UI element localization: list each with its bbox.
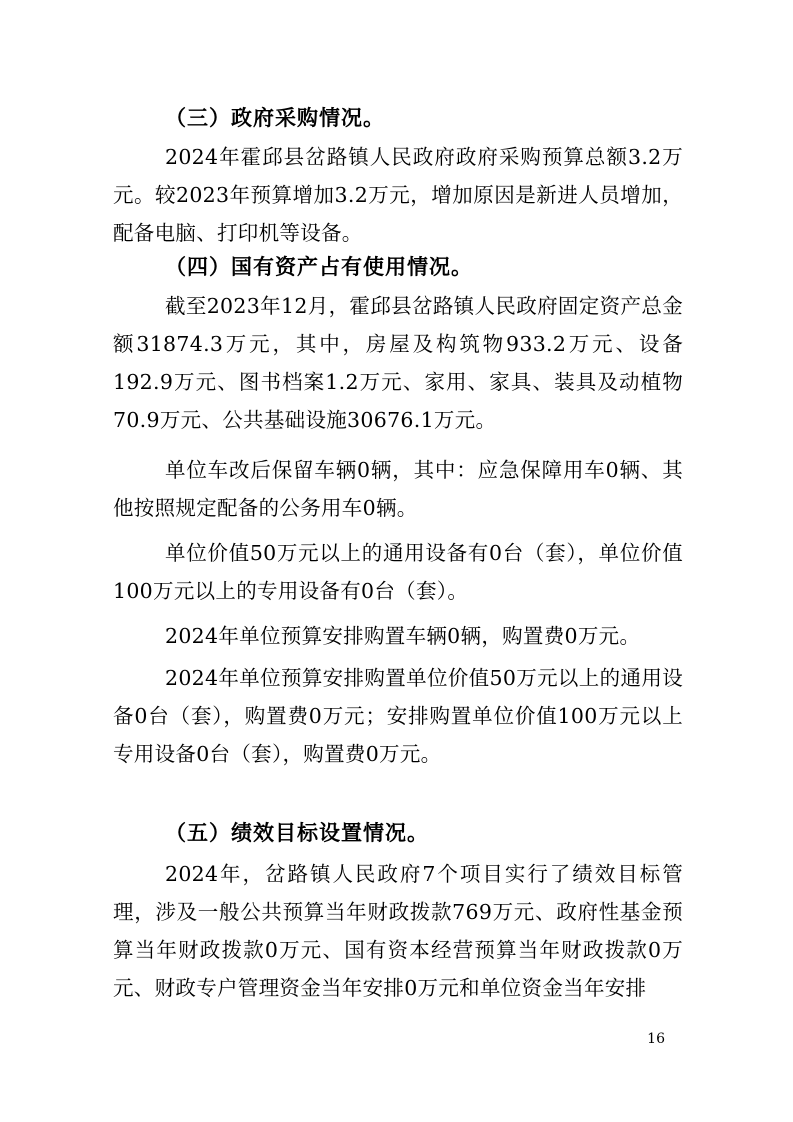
paragraph-performance: 2024年，岔路镇人民政府7个项目实行了绩效目标管理，涉及一般公共预算当年财政拨款769万元、政府性基金预算当年财政拨款0万元、国有资本经营预算当年财政拨款0万元、财政专户管理资金当年安排0万元和单位资金当年安排 bbox=[113, 862, 683, 1000]
paragraph-assets-vehicles: 单位车改后保留车辆0辆，其中：应急保障用车0辆、其他按照规定配备的公务用车0辆。 bbox=[113, 458, 683, 520]
page-number: 16 bbox=[647, 1031, 665, 1047]
paragraph-assets-equipment: 单位价值50万元以上的通用设备有0台（套），单位价值100万元以上的专用设备有0台（套）。 bbox=[113, 541, 683, 603]
section-heading-performance: （五）绩效目标设置情况。 bbox=[165, 820, 429, 845]
paragraph-procurement: 2024年霍邱县岔路镇人民政府政府采购预算总额3.2万元。较2023年预算增加3.2万元，增加原因是新进人员增加，配备电脑、打印机等设备。 bbox=[113, 145, 683, 245]
paragraph-assets-equipment-purchase: 2024年单位预算安排购置单位价值50万元以上的通用设备0台（套），购置费0万元；安排购置单位价值100万元以上专用设备0台（套），购置费0万元。 bbox=[113, 666, 683, 766]
paragraph-assets-vehicle-purchase: 2024年单位预算安排购置车辆0辆，购置费0万元。 bbox=[165, 624, 641, 648]
paragraph-assets-fixed-total: 截至2023年12月，霍邱县岔路镇人民政府固定资产总金额31874.3万元，其中，房屋及构筑物933.2万元、设备192.9万元、图书档案1.2万元、家用、家具、装具及动植物70.9万元、公共基础设施30676.1万元。 bbox=[113, 294, 683, 432]
section-heading-procurement: （三）政府采购情况。 bbox=[165, 105, 385, 130]
section-heading-assets: （四）国有资产占有使用情况。 bbox=[165, 254, 473, 279]
